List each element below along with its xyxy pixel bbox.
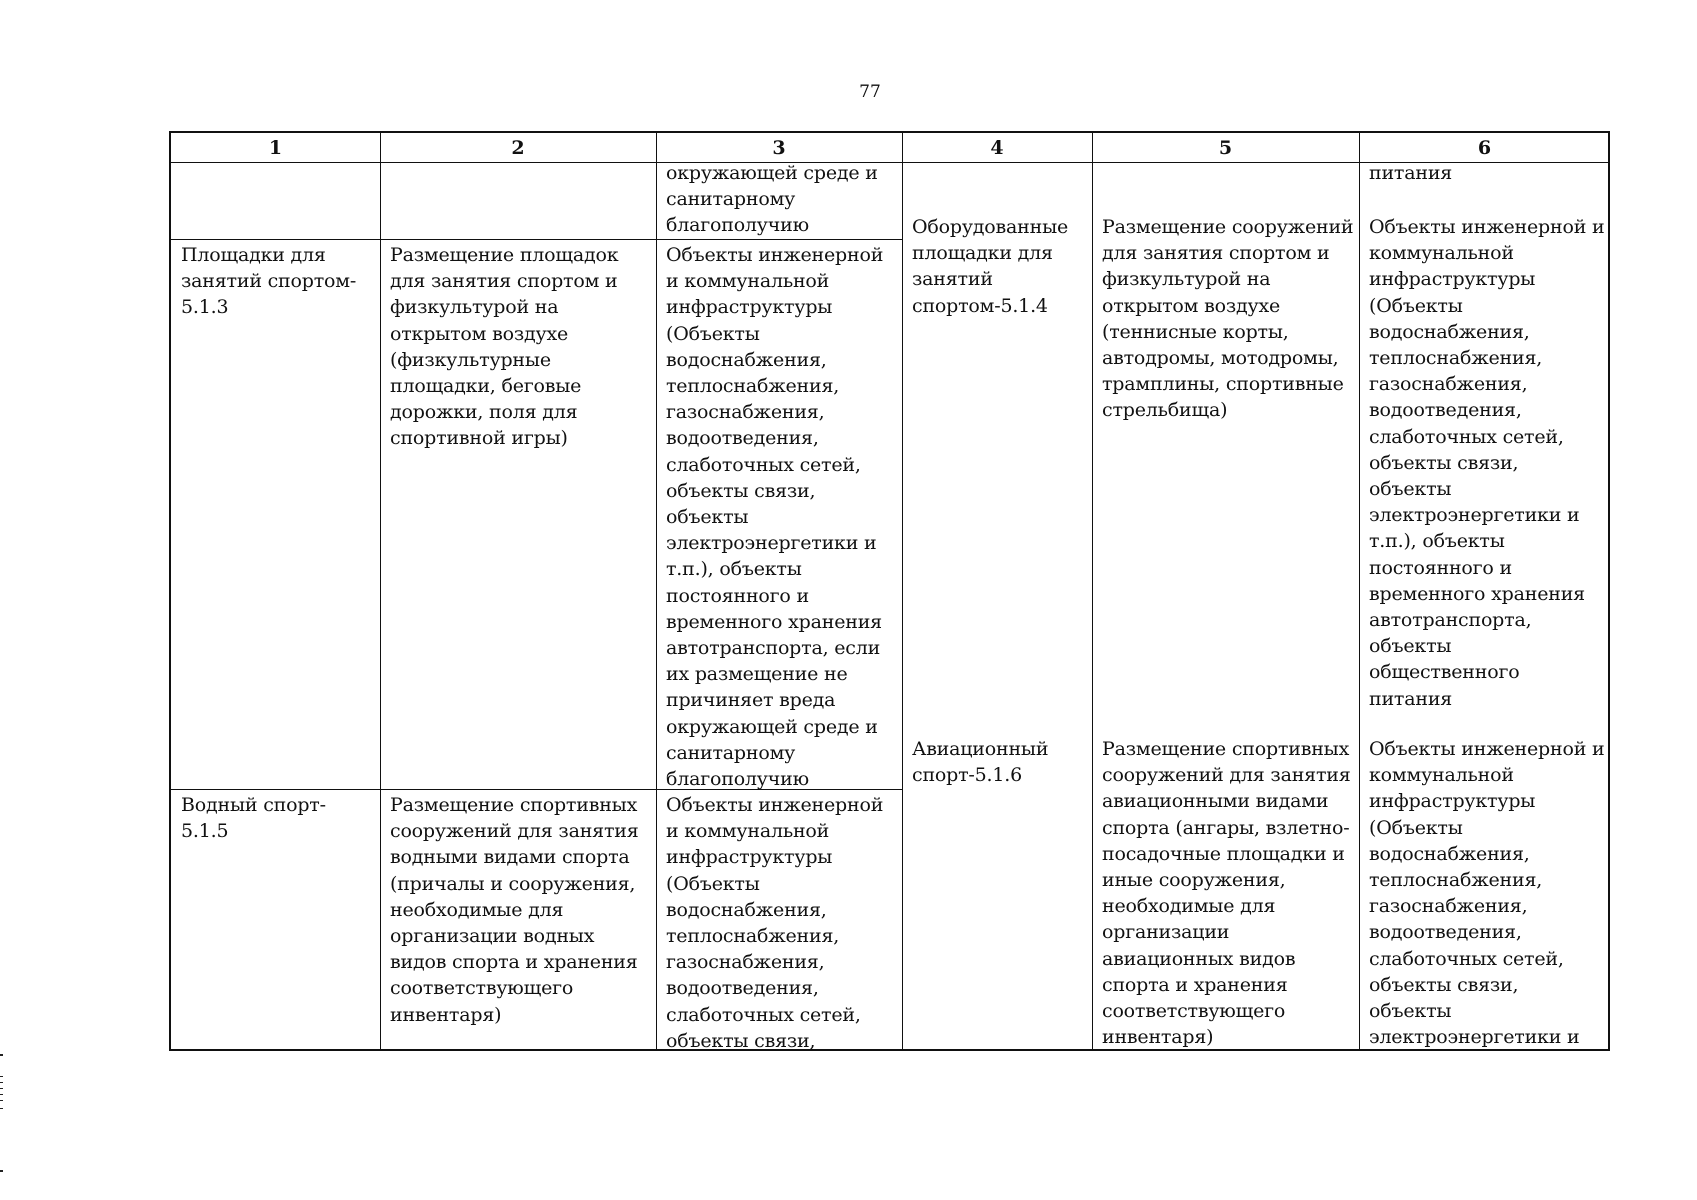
column-divider [1359, 133, 1360, 1049]
column-header-6: 6 [1477, 137, 1492, 159]
description-equipped-areas: Размещение сооружений для занятия спортом и физкультурой на открытом воздухе (теннисные корты, автодромы, мотодромы, трамплины, спортивные стрельбища) [1102, 216, 1354, 422]
scan-edge-mark [0, 1054, 3, 1056]
auxiliary-uses-continued-col6: питания [1369, 162, 1453, 184]
scan-edge-mark [0, 1100, 3, 1101]
column-header-1: 1 [268, 137, 283, 159]
auxiliary-uses-aviation-sport: Объекты инженерной и коммунальной инфраструктуры (Объекты водоснабжения, теплоснабжения, газоснабжения, водоотведения, слаботочных сетей, объекты связи, объекты электроэнергетики и [1369, 738, 1605, 1049]
column-divider [902, 133, 903, 1049]
scan-edge-mark [0, 1170, 3, 1172]
column-divider [380, 133, 381, 1049]
land-use-name-sport-areas: Площадки для занятий спортом- 5.1.3 [181, 244, 357, 319]
scan-edge-mark [0, 1108, 3, 1109]
column-divider [1092, 133, 1093, 1049]
description-aviation-sport: Размещение спортивных сооружений для занятия авиационными видами спорта (ангары, взлетно- посадочные площадки и иные сооружения, необходимые для организации авиационных видов спорта и хранения соответствующего инвентаря) [1102, 738, 1351, 1049]
description-sport-areas: Размещение площадок для занятия спортом и физкультурой на открытом воздухе (физкультурные площадки, беговые дорожки, поля для спортивной игры) [390, 244, 619, 450]
column-header-5: 5 [1218, 137, 1233, 159]
page-number: 77 [859, 82, 881, 102]
scan-edge-mark [0, 1076, 3, 1077]
scan-edge-mark [0, 1082, 3, 1083]
column-divider [656, 133, 657, 1049]
description-water-sport: Размещение спортивных сооружений для занятия водными видами спорта (причалы и сооружения, необходимые для организации водных видов спорта и хранения соответствующего инвентаря) [390, 794, 639, 1026]
scan-edge-mark [0, 1094, 3, 1095]
auxiliary-uses-equipped-areas: Объекты инженерной и коммунальной инфраструктуры (Объекты водоснабжения, теплоснабжения, газоснабжения, водоотведения, слаботочных сетей, объекты связи, объекты электроэнергетики и т.п.), объекты постоянного и временного хранения автотранспорта, объекты общественного питания [1369, 216, 1605, 710]
land-use-table [169, 131, 1610, 1051]
land-use-name-equipped-areas: Оборудованные площадки для занятий спортом-5.1.4 [912, 216, 1069, 317]
auxiliary-uses-sport-areas: Объекты инженерной и коммунальной инфраструктуры (Объекты водоснабжения, теплоснабжения, газоснабжения, водоотведения, слаботочных сетей, объекты связи, объекты электроэнергетики и т.п.), объекты постоянного и временного хранения автотранспорта, если их размещение не причиняет вреда окружающей среде и санитарному благополучию [666, 244, 884, 791]
column-header-4: 4 [990, 137, 1004, 159]
auxiliary-uses-continued: окружающей среде и санитарному благополучию [666, 162, 878, 237]
column-header-2: 2 [511, 137, 525, 159]
column-header-3: 3 [772, 137, 786, 159]
auxiliary-uses-water-sport: Объекты инженерной и коммунальной инфраструктуры (Объекты водоснабжения, теплоснабжения, газоснабжения, водоотведения, слаботочных сетей, объекты связи, [666, 794, 884, 1052]
scan-edge-mark [0, 1088, 3, 1089]
land-use-name-aviation-sport: Авиационный спорт-5.1.6 [912, 738, 1049, 787]
row-divider [171, 239, 902, 240]
land-use-name-water-sport: Водный спорт- 5.1.5 [181, 794, 326, 843]
